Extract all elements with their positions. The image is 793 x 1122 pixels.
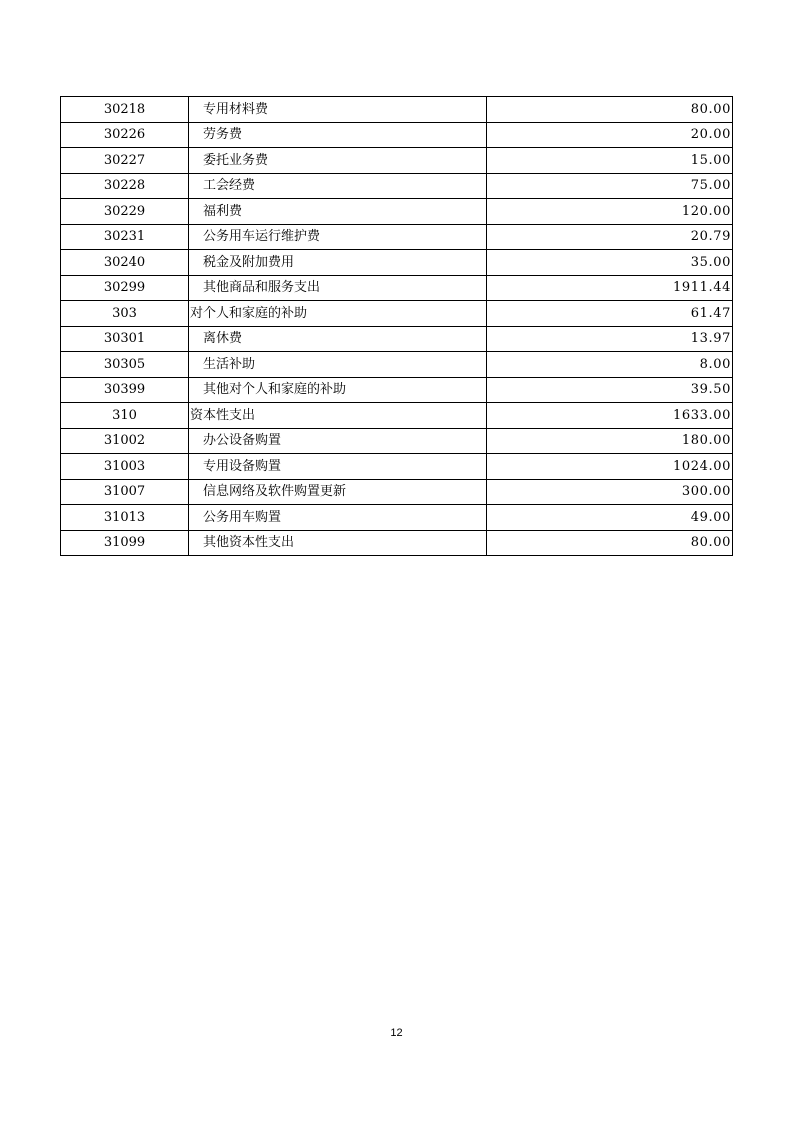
row-amount: 75.00 [487,173,733,199]
row-amount: 15.00 [487,148,733,174]
row-code: 30301 [61,326,189,352]
row-code: 31007 [61,479,189,505]
row-name: 公务用车购置 [189,505,487,531]
table-row [61,326,733,352]
row-amount: 61.47 [487,301,733,327]
row-name: 其他资本性支出 [189,530,487,556]
row-amount: 120.00 [487,199,733,225]
table-row [61,530,733,556]
table-row [61,275,733,301]
row-amount: 13.97 [487,326,733,352]
row-amount: 1024.00 [487,454,733,480]
table-row [61,428,733,454]
table-row [61,122,733,148]
row-name: 专用设备购置 [189,454,487,480]
budget-table [60,96,733,556]
row-amount: 1633.00 [487,403,733,429]
row-amount: 20.79 [487,224,733,250]
row-name: 福利费 [189,199,487,225]
row-name: 其他对个人和家庭的补助 [189,377,487,403]
page-number: 12 [390,1027,403,1039]
table-row [61,148,733,174]
row-amount: 35.00 [487,250,733,276]
row-amount: 180.00 [487,428,733,454]
row-code: 30231 [61,224,189,250]
row-name: 离休费 [189,326,487,352]
row-amount: 80.00 [487,97,733,123]
row-code: 30240 [61,250,189,276]
row-code: 30229 [61,199,189,225]
row-name: 办公设备购置 [189,428,487,454]
row-name: 劳务费 [189,122,487,148]
row-amount: 300.00 [487,479,733,505]
row-amount: 8.00 [487,352,733,378]
row-code: 30218 [61,97,189,123]
row-name: 工会经费 [189,173,487,199]
budget-table-body [61,97,733,556]
table-row [61,199,733,225]
table-row [61,505,733,531]
row-code: 303 [61,301,189,327]
table-row [61,352,733,378]
table-row [61,479,733,505]
row-code: 31099 [61,530,189,556]
row-code: 30305 [61,352,189,378]
row-name: 专用材料费 [189,97,487,123]
row-code: 30227 [61,148,189,174]
table-row [61,250,733,276]
row-name: 对个人和家庭的补助 [189,301,487,327]
row-name: 税金及附加费用 [189,250,487,276]
row-name: 公务用车运行维护费 [189,224,487,250]
row-code: 310 [61,403,189,429]
table-row [61,224,733,250]
table-row [61,454,733,480]
row-code: 31013 [61,505,189,531]
row-amount: 20.00 [487,122,733,148]
row-amount: 39.50 [487,377,733,403]
row-amount: 80.00 [487,530,733,556]
table-row [61,403,733,429]
row-code: 30299 [61,275,189,301]
row-amount: 49.00 [487,505,733,531]
table-row [61,301,733,327]
row-code: 31002 [61,428,189,454]
row-code: 30228 [61,173,189,199]
table-row [61,97,733,123]
row-name: 委托业务费 [189,148,487,174]
row-code: 30226 [61,122,189,148]
table-row [61,173,733,199]
row-amount: 1911.44 [487,275,733,301]
row-name: 信息网络及软件购置更新 [189,479,487,505]
row-code: 31003 [61,454,189,480]
row-name: 资本性支出 [189,403,487,429]
row-name: 生活补助 [189,352,487,378]
row-name: 其他商品和服务支出 [189,275,487,301]
row-code: 30399 [61,377,189,403]
table-row [61,377,733,403]
